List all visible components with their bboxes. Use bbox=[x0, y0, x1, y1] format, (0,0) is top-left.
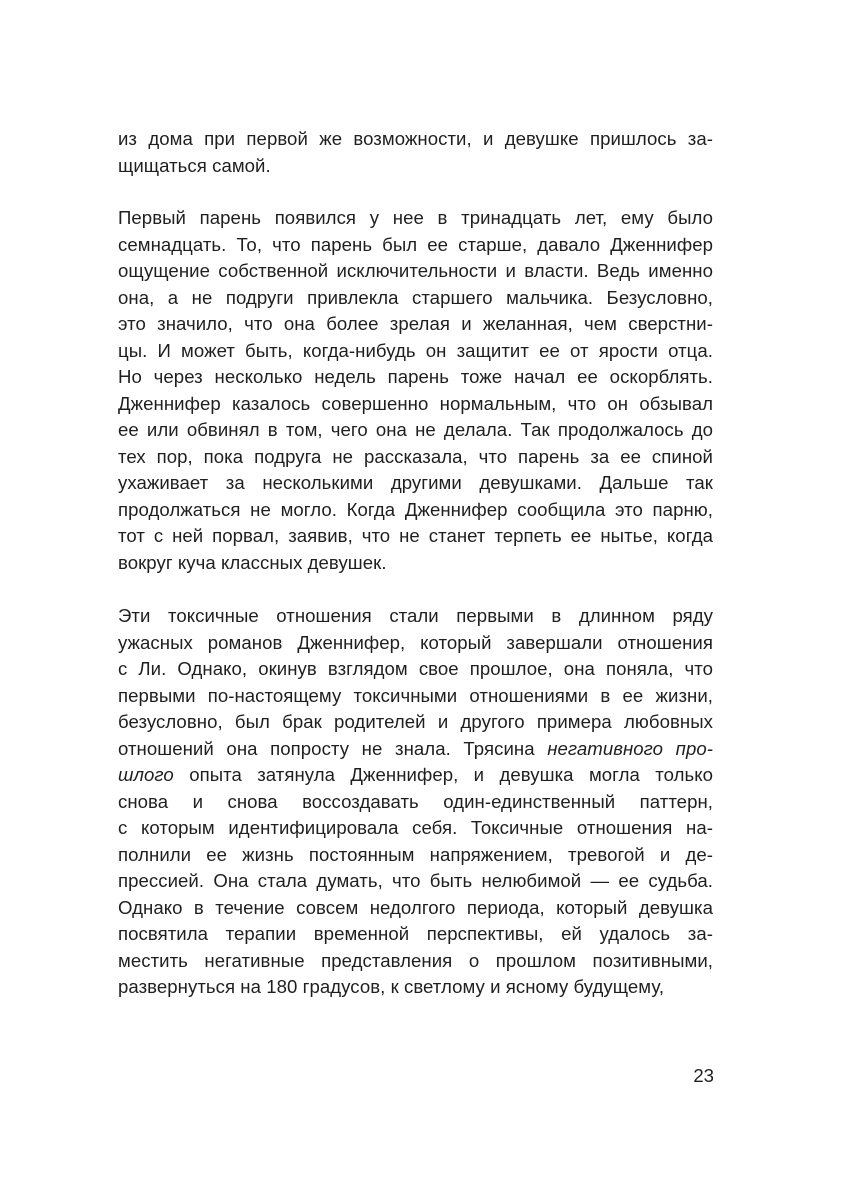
text-line bbox=[118, 497, 713, 524]
text-line bbox=[118, 338, 713, 365]
text-line bbox=[118, 523, 713, 550]
text-span: посвятила терапии временной перспективы, ей удалось за- bbox=[118, 923, 713, 944]
text-line bbox=[118, 709, 713, 736]
text-line bbox=[118, 232, 713, 259]
text-span: Первый парень появился у нее в тринадцать лет, ему было bbox=[118, 207, 713, 228]
text-span: она, а не подруги привлекла старшего мальчика. Безусловно, bbox=[118, 286, 713, 308]
text-line bbox=[118, 603, 713, 630]
text-line bbox=[118, 974, 713, 1001]
paragraph-2 bbox=[118, 205, 713, 576]
text-span: местить негативные представления о прошлом позитивными, bbox=[118, 949, 713, 971]
text-line bbox=[118, 126, 713, 153]
text-line bbox=[118, 815, 713, 842]
page-number: 23 bbox=[693, 1065, 714, 1086]
text-line bbox=[118, 948, 713, 975]
text-span: вокруг куча классных девушек. bbox=[118, 551, 387, 573]
text-span: развернуться на 180 градусов, к светлому и ясному будущему, bbox=[118, 976, 665, 997]
text-span: снова и снова воссоздавать один-единственный паттерн, bbox=[118, 790, 713, 812]
text-span: Эти токсичные отношения стали первыми в длинном ряду bbox=[118, 605, 713, 626]
text-span: щищаться самой. bbox=[118, 154, 271, 176]
text-span: цы. И может быть, когда-нибудь он защитит ее от ярости отца. bbox=[118, 339, 713, 361]
text-span: семнадцать. То, что парень был ее старше, давало Дженнифер bbox=[118, 233, 713, 255]
text-line bbox=[118, 868, 713, 895]
text-line bbox=[118, 205, 713, 232]
text-line bbox=[118, 842, 713, 869]
text-span: тех пор, пока подруга не рассказала, что парень за ее спиной bbox=[118, 445, 713, 467]
text-span: Но через несколько недель парень тоже начал ее оскорблять. bbox=[118, 366, 713, 387]
text-line bbox=[118, 630, 713, 657]
text-span: первыми по-настоящему токсичными отношениями в ее жизни, bbox=[118, 684, 713, 706]
text-span: тот с ней порвал, заявив, что не станет терпеть ее нытье, когда bbox=[118, 525, 713, 546]
text-line bbox=[118, 417, 713, 444]
text-line bbox=[118, 762, 713, 789]
text-span: с Ли. Однако, окинув взглядом свое прошлое, она поняла, что bbox=[118, 658, 713, 679]
text-line bbox=[118, 921, 713, 948]
text-line bbox=[118, 153, 713, 180]
text-line bbox=[118, 470, 713, 497]
text-line bbox=[118, 391, 713, 418]
text-span: безусловно, был брак родителей и другого примера любовных bbox=[118, 711, 713, 732]
text-span: ужасных романов Дженнифер, который завершали отношения bbox=[118, 631, 713, 653]
text-span: опыта затянула Дженнифер, и девушка могла только bbox=[173, 764, 713, 785]
text-span: Однако в течение совсем недолгого периода, который девушка bbox=[118, 896, 713, 918]
text-span: отношений она попросту не знала. Трясина bbox=[118, 737, 548, 759]
text-line bbox=[118, 895, 713, 922]
text-line bbox=[118, 789, 713, 816]
text-line bbox=[118, 444, 713, 471]
italic-text-span: шлого bbox=[118, 764, 174, 785]
paragraph-3 bbox=[118, 603, 713, 1001]
text-line bbox=[118, 364, 713, 391]
text-span: прессией. Она стала думать, что быть нелюбимой — ее судьба. bbox=[118, 870, 713, 891]
text-span: ощущение собственной исключительности и власти. Ведь именно bbox=[118, 260, 713, 281]
text-span: Дженнифер казалось совершенно нормальным, что он обзывал bbox=[118, 392, 713, 414]
text-span: ее или обвинял в том, чего она не делала. Так продолжалось до bbox=[118, 419, 713, 440]
text-span: это значило, что она более зрелая и желанная, чем сверстни- bbox=[118, 313, 713, 334]
text-line bbox=[118, 683, 713, 710]
text-span: продолжаться не могло. Когда Дженнифер сообщила это парню, bbox=[118, 498, 713, 520]
text-line bbox=[118, 311, 713, 338]
text-span: ухаживает за несколькими другими девушками. Дальше так bbox=[118, 472, 713, 493]
text-line bbox=[118, 258, 713, 285]
italic-text-span: негативного про- bbox=[547, 737, 713, 759]
text-line bbox=[118, 550, 713, 577]
text-line bbox=[118, 736, 713, 763]
text-span: из дома при первой же возможности, и девушке пришлось за- bbox=[118, 128, 713, 149]
text-span: с которым идентифицировала себя. Токсичные отношения на- bbox=[118, 817, 713, 838]
text-span: полнили ее жизнь постоянным напряжением, тревогой и де- bbox=[118, 843, 713, 865]
text-line bbox=[118, 656, 713, 683]
paragraph-1 bbox=[118, 126, 713, 179]
text-line bbox=[118, 285, 713, 312]
